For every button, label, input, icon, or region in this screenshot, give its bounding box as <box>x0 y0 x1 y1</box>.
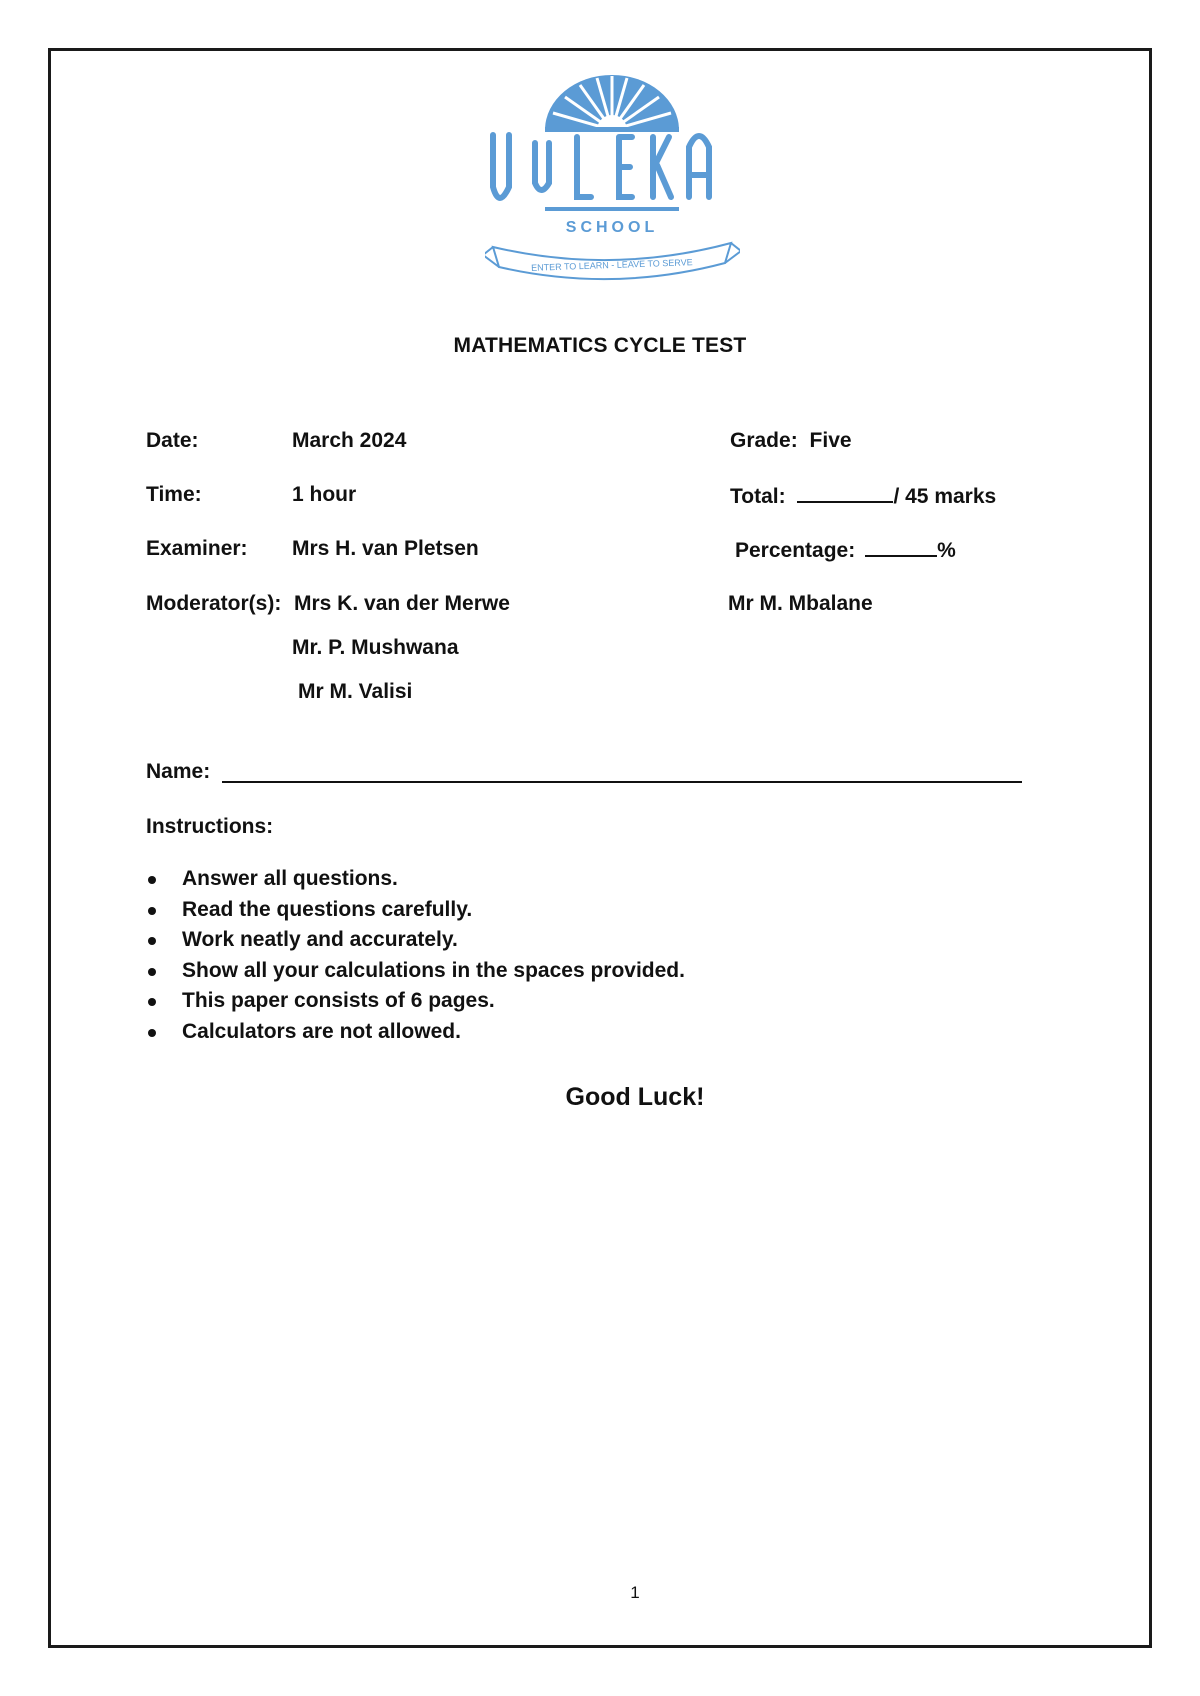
examiner-value: Mrs H. van Pletsen <box>292 537 479 560</box>
percentage-field <box>735 537 956 563</box>
time-label: Time: <box>146 483 202 506</box>
grade-field <box>730 429 852 453</box>
list-item: Calculators are not allowed. <box>146 1017 685 1048</box>
bullet-icon <box>148 1029 156 1037</box>
page-number: 1 <box>630 1583 640 1602</box>
total-label: Total: <box>730 485 786 508</box>
bullet-icon <box>148 907 156 915</box>
bullet-icon <box>148 998 156 1006</box>
school-logo <box>485 75 740 295</box>
list-item: Show all your calculations in the spaces provided. <box>146 956 685 987</box>
page-title: MATHEMATICS CYCLE TEST <box>453 334 747 357</box>
moderator-2: Mr. P. Mushwana <box>292 636 459 659</box>
list-item: Answer all questions. <box>146 864 685 895</box>
name-input-line[interactable] <box>222 781 1022 783</box>
percentage-blank[interactable] <box>865 537 937 557</box>
bullet-icon <box>148 937 156 945</box>
moderators-label: Moderator(s): <box>146 592 282 615</box>
instructions-label: Instructions: <box>146 815 274 838</box>
date-value: March 2024 <box>292 429 407 452</box>
svg-text:SCHOOL: SCHOOL <box>565 219 659 236</box>
list-item: Read the questions carefully. <box>146 895 685 926</box>
date-label: Date: <box>146 429 199 452</box>
percentage-label: Percentage: <box>735 539 856 562</box>
grade-value: Five <box>809 429 852 452</box>
closing-message: Good Luck! <box>565 1083 705 1111</box>
total-field <box>730 483 996 509</box>
moderator-3: Mr M. Valisi <box>298 680 413 703</box>
instructions-list <box>146 864 685 1048</box>
total-suffix: / 45 marks <box>893 485 997 508</box>
list-item: Work neatly and accurately. <box>146 925 685 956</box>
bullet-icon <box>148 968 156 976</box>
time-value: 1 hour <box>292 483 357 506</box>
svg-text:ENTER TO LEARN - LEAVE TO SERV: ENTER TO LEARN - LEAVE TO SERVE <box>530 257 693 273</box>
percentage-suffix: % <box>937 539 956 562</box>
examiner-label: Examiner: <box>146 537 248 560</box>
moderator-4: Mr M. Mbalane <box>728 592 873 615</box>
list-item: This paper consists of 6 pages. <box>146 986 685 1017</box>
bullet-icon <box>148 876 156 884</box>
name-label: Name: <box>146 760 211 783</box>
grade-label: Grade: <box>730 429 798 452</box>
moderator-1: Mrs K. van der Merwe <box>294 592 510 615</box>
total-blank[interactable] <box>797 483 893 503</box>
